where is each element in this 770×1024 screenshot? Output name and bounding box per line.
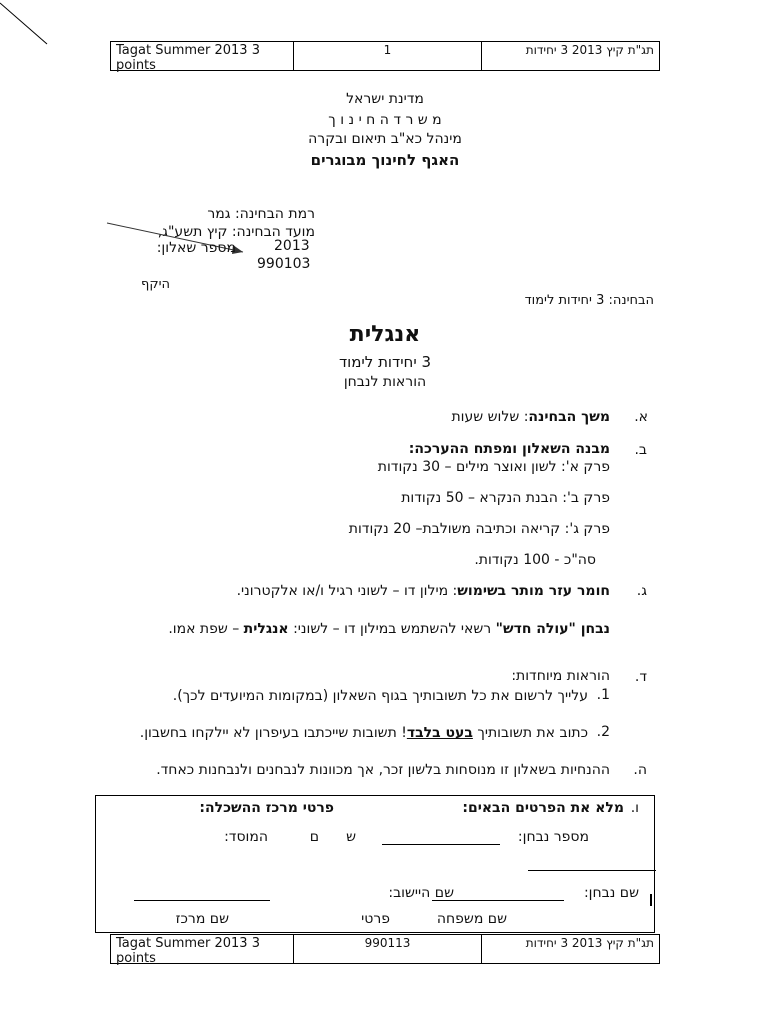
examinee-number-field[interactable]: [382, 844, 500, 845]
page-header-table: [110, 41, 660, 71]
item-d-sub1: עלייך לרשום את כל תשובותיך בגוף השאלון (במקומות המיועדים לכך).: [172, 688, 588, 704]
subject-title: אנגלית: [349, 322, 421, 347]
pen-only-emphasis: בעט בלבד: [406, 725, 473, 741]
item-d-letter: ד.: [634, 669, 647, 685]
item-b-part-b: פרק ב': הבנת הנקרא – 50 נקודות: [401, 490, 610, 506]
exam-units: הבחינה: 3 יחידות לימוד: [524, 293, 654, 308]
examinee-number-label: מספר נבחן:: [517, 829, 589, 845]
exam-level: רמת הבחינה: גמר: [207, 206, 315, 222]
item-d-sub2-post: ! תשובות שייכתבו בעיפרון לא יילקחו בחשבון.: [139, 725, 407, 741]
item-c-letter: ג.: [636, 583, 647, 599]
exam-year: 2013: [274, 238, 310, 254]
footer-left-cell: Tagat Summer 2013 3 points: [111, 935, 294, 963]
item-c-note: [160, 620, 610, 639]
examinee-name-label: שם נבחן:: [583, 885, 639, 901]
settlement-field[interactable]: [134, 900, 270, 901]
study-units: 3 יחידות לימוד: [338, 353, 432, 371]
institution-label: המוסד:: [224, 829, 268, 845]
scope-label: היקף: [141, 277, 170, 292]
examinee-details-box: [95, 795, 655, 933]
header-left-cell: Tagat Summer 2013 3 points: [111, 42, 294, 70]
item-b-label: מבנה השאלון ומפתח ההערכה:: [408, 441, 610, 457]
education-center-title: פרטי מרכז ההשכלה:: [199, 800, 334, 816]
ministry-of-education: מ ש ר ד ה ח י נ ו ך: [328, 112, 442, 128]
item-a: [210, 409, 610, 425]
box-right-tick: [650, 894, 652, 906]
page-footer-table: [110, 934, 660, 964]
item-b-part-c: פרק ג': קריאה וכתיבה משולבת– 20 נקודות: [348, 521, 610, 537]
item-e-letter: ה.: [633, 762, 647, 778]
item-c-text: : מילון דו – לשוני רגיל ו/או אלקטרוני.: [236, 583, 458, 599]
settlement-label: שם היישוב:: [388, 885, 454, 901]
details-letter: ו.: [630, 800, 639, 816]
item-c-note-text: רשאי להשתמש במילון דו – לשוני:: [288, 621, 496, 637]
extra-line-field[interactable]: [528, 870, 656, 871]
exam-date: מועד הבחינה: קיץ תשע"ג,: [157, 224, 315, 240]
instructions-title: הוראות לנבחן: [343, 374, 427, 390]
header-right-cell: תג"ת קיץ 2013 3 יחידות: [525, 43, 654, 57]
institution-sh: ש: [346, 829, 356, 845]
item-e-text: ההנחיות בשאלון זו מנוסחות בלשון זכר, אך מכוונות לנבחנים ולנבחנות כאחד.: [156, 762, 610, 778]
footer-right-cell: תג"ת קיץ 2013 3 יחידות: [525, 936, 654, 950]
institution-m: ם: [309, 829, 319, 845]
item-b-part-a: פרק א': לשון ואוצר מילים – 30 נקודות: [377, 459, 610, 475]
item-b-total: סה"כ - 100 נקודות.: [474, 552, 596, 568]
private-name-label: פרטי: [361, 911, 390, 927]
header-page-number: 1: [294, 42, 482, 70]
corner-scribble: [0, 0, 60, 50]
new-immigrant-label: נבחן "עולה חדש": [495, 621, 610, 637]
state-of-israel: מדינת ישראל: [346, 91, 424, 107]
item-c-note-lang: אנגלית: [243, 621, 289, 637]
item-d-sub2: [68, 724, 588, 743]
center-name-label: שם מרכז: [175, 911, 229, 927]
footer-code: 990113: [294, 935, 482, 963]
item-b-letter: ב.: [634, 442, 647, 458]
family-name-label: שם משפחה: [436, 911, 507, 927]
questionnaire-number: 990103: [257, 256, 311, 272]
fill-details-title: מלא את הפרטים הבאים:: [462, 800, 624, 816]
item-c: [160, 582, 610, 601]
administration-line: מינהל כא"ב תיאום ובקרה: [308, 131, 462, 147]
item-c-label: חומר עזר מותר בשימוש: [457, 583, 610, 599]
item-d-sub1-num: 1.: [596, 687, 610, 703]
item-a-letter: א.: [634, 409, 648, 425]
adult-education-division: האגף לחינוך מבוגרים: [310, 151, 460, 169]
item-d-label: הוראות מיוחדות:: [511, 668, 610, 684]
item-c-note-end: – שפת אמו.: [168, 621, 244, 637]
item-d-sub2-pre: כתוב את תשובותיך: [472, 725, 588, 741]
item-a-text: : שלוש שעות: [451, 409, 529, 425]
item-a-label: משך הבחינה: [528, 409, 610, 425]
item-d-sub2-num: 2.: [596, 724, 610, 740]
questionnaire-label: מספר שאלון:: [156, 240, 236, 256]
